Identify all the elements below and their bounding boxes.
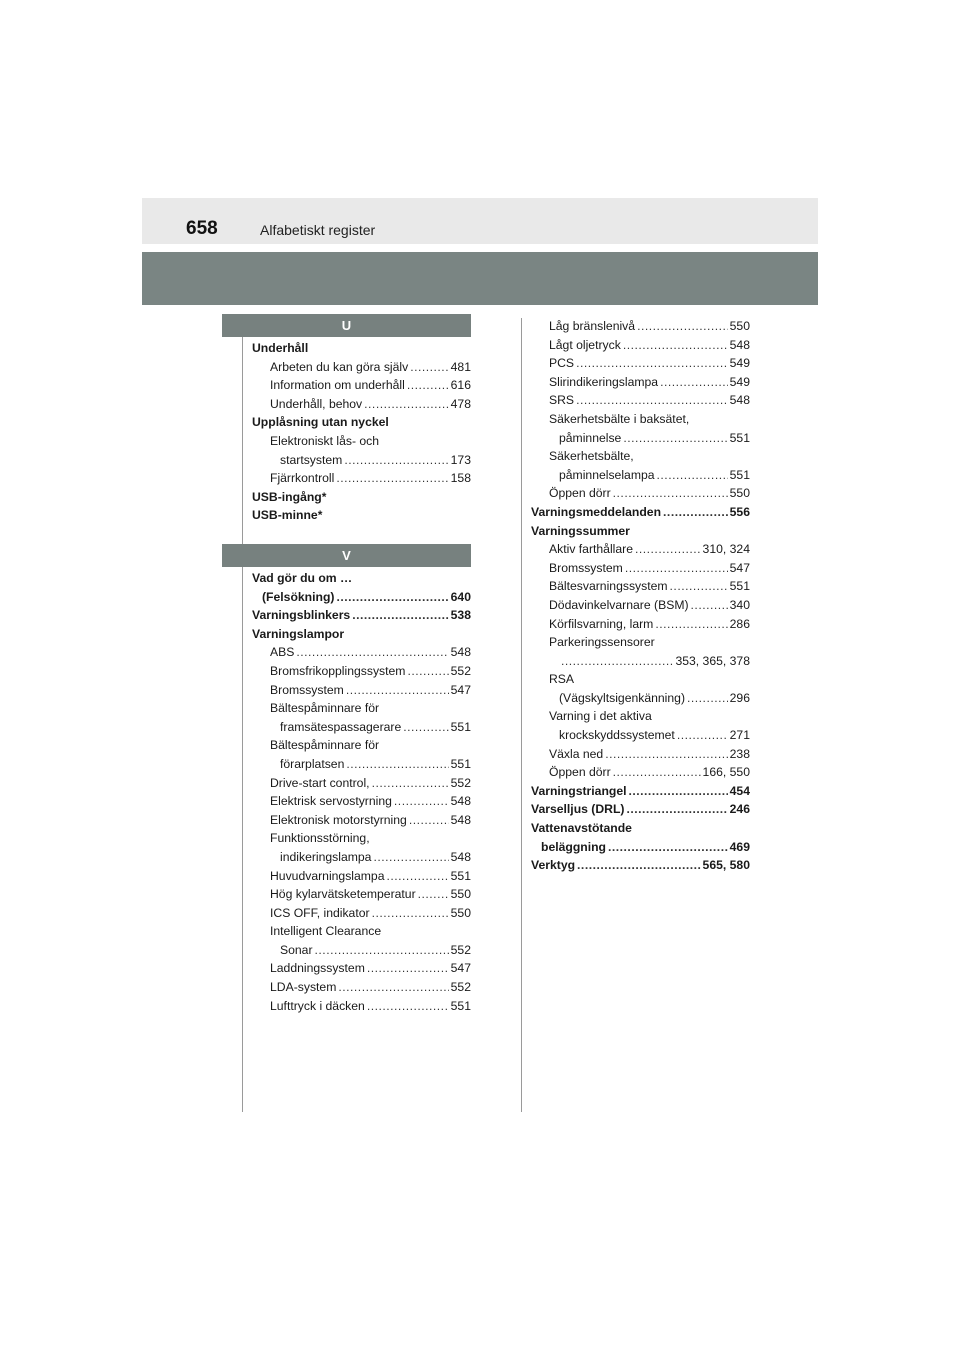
index-entry [252, 997, 471, 1016]
entry-text: Arbeten du kan göra själv [270, 359, 409, 374]
leader-dots [613, 484, 728, 503]
leader-dots [372, 904, 449, 923]
entry-page: 538 [450, 608, 471, 623]
index-column-v [252, 569, 471, 1015]
entry-text: Bromssystem [270, 682, 344, 697]
leader-dots [344, 451, 448, 470]
leader-dots [407, 662, 448, 681]
header-band [142, 252, 818, 305]
entry-text: (Vägskyltsigenkänning) [559, 690, 686, 705]
entry-text: Elektronisk motorstyrning [270, 812, 407, 827]
index-entry [252, 432, 471, 451]
index-entry [531, 819, 750, 838]
leader-dots [637, 317, 728, 336]
entry-page: 353, 365, 378 [675, 653, 750, 668]
leader-dots [677, 726, 728, 745]
index-entry [531, 800, 750, 819]
entry-page: 640 [450, 589, 471, 604]
entry-page: 340 [729, 597, 750, 612]
entry-page: 548 [729, 337, 750, 352]
entry-text: Verktyg [531, 858, 576, 873]
index-entry [252, 662, 471, 681]
entry-page: 551 [450, 756, 471, 771]
entry-page: 551 [729, 430, 750, 445]
index-entry [531, 615, 750, 634]
entry-text: Bromssystem [549, 560, 623, 575]
leader-dots [623, 429, 727, 448]
leader-dots [336, 588, 448, 607]
entry-text: Dödavinkelvarnare (BSM) [549, 597, 689, 612]
leader-dots [691, 596, 728, 615]
entry-page: 271 [729, 728, 750, 743]
entry-text: Underhåll [252, 341, 309, 355]
leader-dots [625, 559, 728, 578]
index-entry [531, 429, 750, 448]
entry-page: 548 [450, 849, 471, 864]
index-entry [531, 670, 750, 689]
index-entry [531, 410, 750, 429]
left-column-rule [242, 336, 243, 1112]
entry-page: 548 [450, 645, 471, 660]
entry-page: 551 [450, 868, 471, 883]
index-entry [252, 643, 471, 662]
entry-page: 551 [450, 719, 471, 734]
entry-text: Vattenavstötande [531, 821, 632, 836]
index-entry: USB-minne * [252, 506, 471, 525]
leader-dots [367, 997, 449, 1016]
index-entry [531, 745, 750, 764]
index-entry [531, 540, 750, 559]
entry-text: Lufttryck i däcken [270, 998, 365, 1013]
entry-text: ABS [270, 645, 295, 660]
index-entry [531, 466, 750, 485]
entry-page: 552 [450, 980, 471, 995]
page-header [142, 198, 818, 244]
entry-page: 616 [450, 378, 471, 393]
index-entry [531, 317, 750, 336]
entry-page: 238 [729, 746, 750, 761]
entry-page: 454 [729, 783, 750, 798]
leader-dots [576, 391, 728, 410]
entry-text: Intelligent Clearance [270, 924, 382, 939]
leader-dots [367, 959, 449, 978]
leader-dots [613, 763, 701, 782]
index-entry [531, 689, 750, 708]
page-title: Alfabetiskt register [260, 222, 376, 238]
index-entry [252, 978, 471, 997]
entry-text: Öppen dörr [549, 486, 611, 501]
index-entry [531, 652, 750, 671]
leader-dots [635, 540, 701, 559]
leader-dots [623, 336, 728, 355]
entry-text: LDA-system [270, 980, 337, 995]
index-entry [531, 577, 750, 596]
entry-page: 310, 324 [702, 542, 750, 557]
leader-dots [663, 503, 728, 522]
entry-page: 550 [450, 887, 471, 902]
right-column-rule [521, 318, 522, 1112]
leader-dots [605, 745, 727, 764]
index-entry [252, 376, 471, 395]
leader-dots [394, 792, 449, 811]
leader-dots [655, 615, 727, 634]
index-entry [252, 699, 471, 718]
entry-text: Elektrisk servostyrning [270, 794, 392, 809]
entry-text: Bromsfrikopplingssystem [270, 663, 406, 678]
leader-dots [410, 358, 448, 377]
entry-text: Huvudvarningslampa [270, 868, 385, 883]
entry-page: 548 [450, 794, 471, 809]
entry-text: startsystem [280, 452, 343, 467]
leader-dots [409, 811, 449, 830]
index-entry [252, 941, 471, 960]
index-entry [531, 763, 750, 782]
entry-page: 158 [450, 471, 471, 486]
entry-page: 547 [450, 682, 471, 697]
entry-page: 551 [729, 579, 750, 594]
entry-text: Laddningssystem [270, 961, 365, 976]
entry-page: 166, 550 [702, 765, 750, 780]
entry-page: 286 [729, 616, 750, 631]
entry-text: Upplåsning utan nyckel [252, 415, 389, 430]
leader-dots [403, 718, 448, 737]
entry-text: PCS [549, 356, 575, 371]
index-entry [531, 726, 750, 745]
entry-page: 469 [729, 839, 750, 854]
leader-dots [418, 885, 449, 904]
entry-page: 551 [729, 467, 750, 482]
entry-text: Sonar [280, 942, 313, 957]
entry-text: beläggning [541, 839, 606, 854]
index-entry [252, 885, 471, 904]
index-entry [531, 484, 750, 503]
entry-text: Varselljus (DRL) [531, 802, 625, 817]
entry-page: 173 [450, 452, 471, 467]
entry-page: 565, 580 [702, 858, 750, 873]
leader-dots [629, 782, 728, 801]
entry-page: 481 [450, 359, 471, 374]
index-entry [252, 681, 471, 700]
index-entry [252, 358, 471, 377]
leader-dots [576, 354, 728, 373]
index-entry [531, 633, 750, 652]
index-entry [531, 596, 750, 615]
index-entry: USB-ingång * [252, 488, 471, 507]
leader-dots [687, 689, 728, 708]
index-entry [252, 569, 471, 588]
entry-page: 549 [729, 356, 750, 371]
entry-text: Underhåll, behov [270, 396, 363, 411]
leader-dots [364, 395, 449, 414]
index-entry [531, 559, 750, 578]
entry-page: 550 [450, 905, 471, 920]
index-entry [531, 447, 750, 466]
leader-dots [387, 867, 449, 886]
leader-dots [346, 681, 449, 700]
entry-text: Bältespåminnare för [270, 701, 380, 716]
entry-text: Fjärrkontroll [270, 471, 335, 486]
entry-text: Slirindikeringslampa [549, 374, 659, 389]
index-entry [252, 736, 471, 755]
page-number: 658 [186, 218, 218, 239]
entry-text: framsätespassagerare [280, 719, 402, 734]
index-entry [252, 339, 471, 358]
entry-page: 548 [729, 393, 750, 408]
index-entry [252, 451, 471, 470]
index-entry [252, 606, 471, 625]
index-entry [252, 959, 471, 978]
entry-text: krockskyddssystemet [559, 728, 675, 743]
entry-page: 550 [729, 319, 750, 333]
entry-text: påminnelselampa [559, 467, 655, 482]
index-entry [531, 522, 750, 541]
entry-page: 550 [729, 486, 750, 501]
entry-page: 547 [450, 961, 471, 976]
entry-text: Bältesvarningssystem [549, 579, 668, 594]
entry-text: Körfilsvarning, larm [549, 616, 654, 631]
index-entry [252, 904, 471, 923]
index-entry [252, 867, 471, 886]
section-header-u: U [222, 314, 471, 337]
index-column-u [252, 339, 471, 525]
entry-text: Hög kylarvätsketemperatur [270, 887, 416, 902]
index-entry [531, 782, 750, 801]
entry-text: Varning i det aktiva [549, 709, 652, 724]
entry-page: 548 [450, 812, 471, 827]
entry-text: (Felsökning) [262, 589, 335, 604]
index-entry [252, 413, 471, 432]
entry-text: Drive-start control, [270, 775, 370, 790]
entry-page: 549 [729, 374, 750, 389]
leader-dots [346, 755, 448, 774]
leader-dots [670, 577, 728, 596]
entry-page: 296 [729, 690, 750, 705]
entry-text: Varningssummer [531, 523, 630, 538]
index-entry [531, 707, 750, 726]
entry-text: förarplatsen [280, 756, 345, 771]
index-entry [252, 829, 471, 848]
entry-text: SRS [549, 393, 575, 408]
entry-text: Varningsmeddelanden [531, 504, 662, 519]
index-entry [252, 625, 471, 644]
entry-text: Låg bränslenivå [549, 319, 636, 333]
index-entry [531, 373, 750, 392]
entry-text: Vad gör du om … [252, 571, 353, 585]
entry-page: 551 [450, 998, 471, 1013]
leader-dots [372, 774, 449, 793]
entry-text: Varningstriangel [531, 783, 627, 798]
index-entry [531, 503, 750, 522]
leader-dots [657, 466, 728, 485]
entry-page: 547 [729, 560, 750, 575]
entry-text: RSA [549, 672, 575, 687]
entry-text: påminnelse [559, 430, 622, 445]
index-entry [252, 774, 471, 793]
entry-text: USB-ingång [252, 489, 322, 504]
entry-text: Varningslampor [252, 626, 345, 641]
index-column-right [531, 317, 750, 875]
leader-dots [626, 800, 727, 819]
index-entry [252, 755, 471, 774]
index-entry [531, 391, 750, 410]
index-entry [531, 838, 750, 857]
entry-page: 552 [450, 942, 471, 957]
index-entry [531, 354, 750, 373]
entry-page: 246 [729, 802, 750, 817]
entry-page: 478 [450, 396, 471, 411]
index-entry [252, 469, 471, 488]
index-entry [531, 336, 750, 355]
entry-page: 552 [450, 663, 471, 678]
leader-dots [338, 978, 448, 997]
entry-text: Funktionsstörning, [270, 831, 370, 846]
entry-text: ICS OFF, indikator [270, 905, 370, 920]
entry-page: 556 [729, 504, 750, 519]
entry-text: Säkerhetsbälte i baksätet, [549, 411, 690, 426]
entry-text: Lågt oljetryck [549, 337, 621, 352]
entry-text: Varningsblinkers [252, 608, 351, 623]
leader-dots [608, 838, 728, 857]
entry-text: USB-minne [252, 508, 318, 523]
index-entry [252, 811, 471, 830]
entry-text: Säkerhetsbälte, [549, 449, 634, 464]
leader-dots [561, 652, 673, 671]
entry-text: Parkeringssensorer [549, 635, 655, 650]
entry-text: Bältespåminnare för [270, 738, 380, 753]
entry-text: Aktiv farthållare [549, 542, 633, 557]
index-entry [252, 792, 471, 811]
entry-page: 552 [450, 775, 471, 790]
index-entry [252, 718, 471, 737]
leader-dots [407, 376, 449, 395]
entry-text: Information om underhåll [270, 378, 405, 393]
leader-dots [660, 373, 728, 392]
entry-text: Öppen dörr [549, 765, 611, 780]
leader-dots [315, 941, 449, 960]
index-entry [252, 922, 471, 941]
entry-text: Växla ned [549, 746, 604, 761]
leader-dots [352, 606, 448, 625]
index-entry [252, 588, 471, 607]
index-entry [252, 395, 471, 414]
section-header-v: V [222, 544, 471, 567]
index-entry [252, 848, 471, 867]
index-entry [531, 856, 750, 875]
leader-dots [373, 848, 448, 867]
leader-dots [336, 469, 448, 488]
entry-text: Elektroniskt lås- och [270, 433, 380, 448]
entry-text: indikeringslampa [280, 849, 372, 864]
leader-dots [577, 856, 701, 875]
leader-dots [296, 643, 448, 662]
